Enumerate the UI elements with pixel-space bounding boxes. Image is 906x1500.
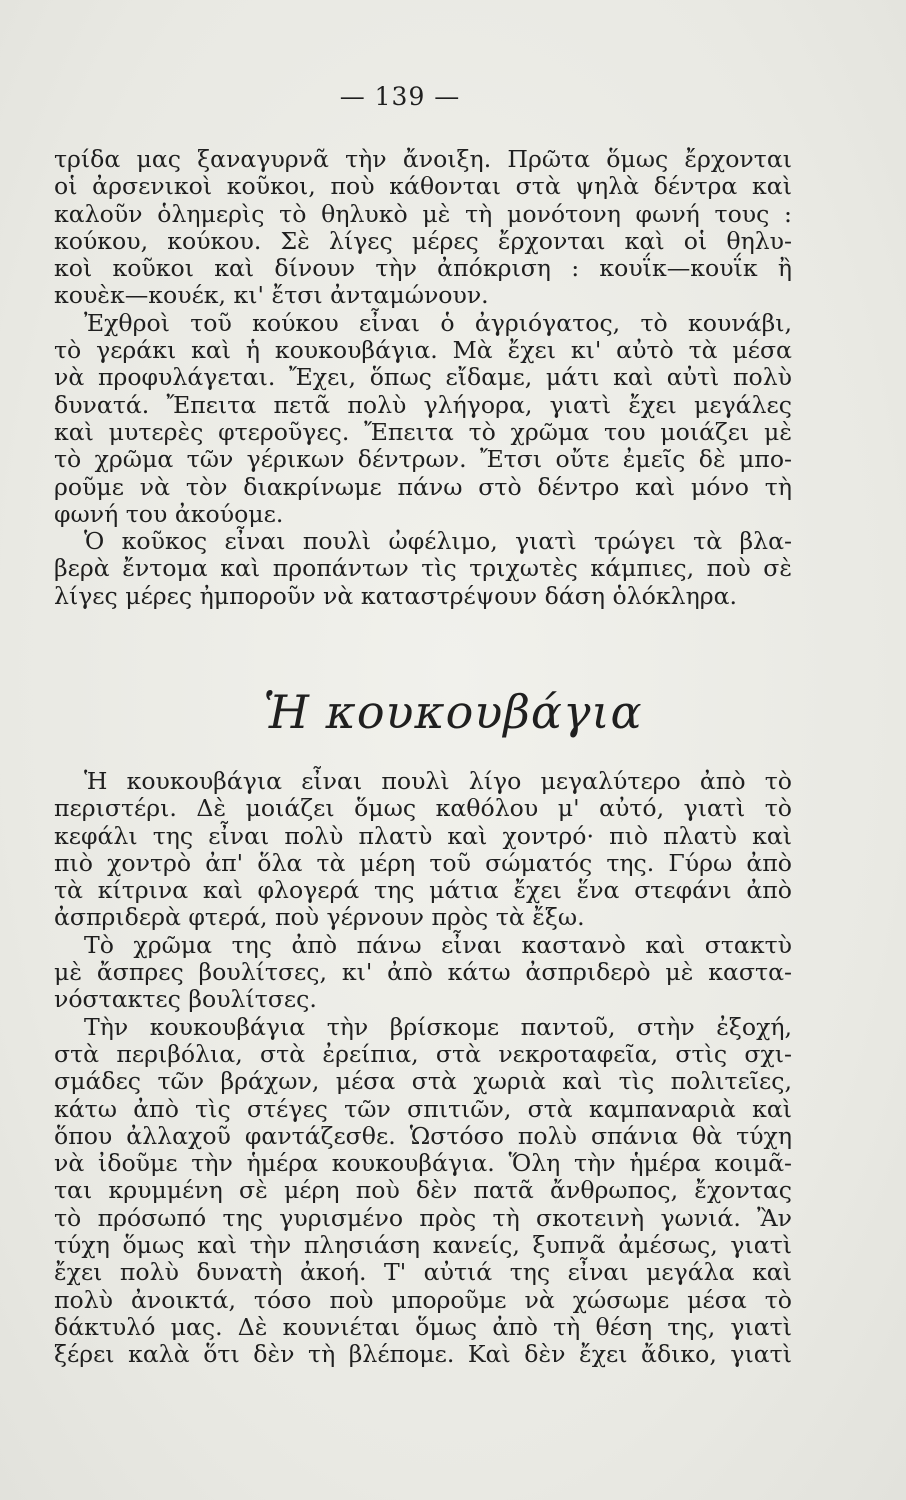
text-line: Ἡ κουκουβάγια εἶναι πουλὶ λίγο μεγαλύτερο ἀπὸ τὸ xyxy=(84,767,792,795)
text-line: κοὶ κοῦκοι καὶ δίνουν τὴν ἀπόκριση : κουΐκ—κουΐκ ἢ xyxy=(54,254,792,283)
text-line: τύχη ὅμως καὶ τὴν πλησιάση κανείς, ξυπνᾶ ἀμέσως, γιατὶ xyxy=(54,1231,792,1260)
text-line: δυνατά. Ἔπειτα πετᾶ πολὺ γλήγορα, γιατὶ ἔχει μεγάλες xyxy=(54,390,792,419)
text-line: τὸ χρῶμα τῶν γέρικων δέντρων. Ἔτσι οὔτε ἐμεῖς δὲ μπο- xyxy=(54,445,792,474)
text-line: τρίδα μας ξαναγυρνᾶ τὴν ἄνοιξη. Πρῶτα ὅμως ἔρχονται xyxy=(54,145,792,173)
text-line: κουὲκ—κουέκ, κι' ἔτσι ἀνταμώνουν. xyxy=(54,281,489,310)
paragraph-block-owl xyxy=(54,768,792,1369)
text-line: οἱ ἀρσενικοὶ κοῦκοι, ποὺ κάθονται στὰ ψηλὰ δέντρα καὶ xyxy=(54,172,792,201)
text-line: Τὴν κουκουβάγια τὴν βρίσκομε παντοῦ, στὴν ἐξοχή, xyxy=(84,1012,792,1041)
text-line: κούκου, κούκου. Σὲ λίγες μέρες ἔρχονται καὶ οἱ θηλυ- xyxy=(54,226,792,255)
text-line: στὰ περιβόλια, στὰ ἐρείπια, στὰ νεκροταφεῖα, στὶς σχι- xyxy=(54,1039,792,1068)
text-line: νόστακτες βουλίτσες. xyxy=(54,985,317,1014)
page-number: — 139 — xyxy=(339,82,461,111)
text-line: πιὸ χοντρὸ ἀπ' ὅλα τὰ μέρη τοῦ σώματός της. Γύρω ἀπὸ xyxy=(54,848,792,877)
text-line: τὰ κίτρινα καὶ φλογερά της μάτια ἔχει ἕνα στεφάνι ἀπὸ xyxy=(54,876,792,905)
text-line: νὰ προφυλάγεται. Ἔχει, ὅπως εἴδαμε, μάτι καὶ αὐτὶ πολὺ xyxy=(54,363,792,392)
text-line: δάκτυλό μας. Δὲ κουνιέται ὅμως ἀπὸ τὴ θέση της, γιατὶ xyxy=(54,1312,792,1341)
text-line: Ἐχθροὶ τοῦ κούκου εἶναι ὁ ἀγριόγατος, τὸ κουνάβι, xyxy=(84,308,792,337)
paragraph-block-cuckoo xyxy=(54,146,792,610)
text-line: σμάδες τῶν βράχων, μέσα στὰ χωριὰ καὶ τὶς πολιτεῖες, xyxy=(54,1067,792,1096)
text-line: φωνή του ἀκούομε. xyxy=(54,499,284,528)
text-line: λίγες μέρες ἠμποροῦν νὰ καταστρέψουν δάση ὁλόκληρα. xyxy=(54,581,738,610)
text-line: ται κρυμμένη σὲ μέρη ποὺ δὲν πατᾶ ἄνθρωπος, ἔχοντας xyxy=(54,1176,792,1205)
section-heading: Ἡ κουκουβάγια xyxy=(263,685,643,739)
text-line: τὸ γεράκι καὶ ἡ κουκουβάγια. Μὰ ἔχει κι' αὐτὸ τὰ μέσα xyxy=(54,336,792,365)
text-line: νὰ ἰδοῦμε τὴν ἡμέρα κουκουβάγια. Ὅλη τὴν ἡμέρα κοιμᾶ- xyxy=(54,1149,792,1178)
text-line: περιστέρι. Δὲ μοιάζει ὅμως καθόλου μ' αὐτό, γιατὶ τὸ xyxy=(54,794,792,823)
text-line: βερὰ ἔντομα καὶ προπάντων τὶς τριχωτὲς κάμπιες, ποὺ σὲ xyxy=(54,554,792,583)
text-line: πολὺ ἀνοικτά, τόσο ποὺ μποροῦμε νὰ χώσωμε μέσα τὸ xyxy=(54,1285,792,1314)
text-line: κάτω ἀπὸ τὶς στέγες τῶν σπιτιῶν, στὰ καμπαναριὰ καὶ xyxy=(54,1094,792,1123)
text-line: ὅπου ἀλλαχοῦ φαντάζεσθε. Ὡστόσο πολὺ σπάνια θὰ τύχη xyxy=(54,1121,792,1150)
text-line: κεφάλι της εἶναι πολὺ πλατὺ καὶ χοντρό· πιὸ πλατὺ καὶ xyxy=(54,821,792,850)
text-line: τὸ πρόσωπό της γυρισμένο πρὸς τὴ σκοτεινὴ γωνιά. Ἂν xyxy=(54,1203,792,1232)
text-line: ξέρει καλὰ ὅτι δὲν τὴ βλέπομε. Καὶ δὲν ἔχει ἄδικο, γιατὶ xyxy=(54,1340,792,1369)
text-line: ἔχει πολὺ δυνατὴ ἀκοή. Τ' αὐτιά της εἶναι μεγάλα καὶ xyxy=(54,1258,792,1287)
text-line: μὲ ἄσπρες βουλίτσες, κι' ἀπὸ κάτω ἀσπριδερὸ μὲ καστα- xyxy=(54,958,792,987)
text-line: Ὁ κοῦκος εἶναι πουλὶ ὠφέλιμο, γιατὶ τρώγει τὰ βλα- xyxy=(84,527,792,556)
text-line: Τὸ χρῶμα της ἀπὸ πάνω εἶναι καστανὸ καὶ στακτὺ xyxy=(84,930,792,959)
text-line: ροῦμε νὰ τὸν διακρίνωμε πάνω στὸ δέντρο καὶ μόνο τὴ xyxy=(54,472,792,501)
text-line: καὶ μυτερὲς φτεροῦγες. Ἔπειτα τὸ χρῶμα του μοιάζει μὲ xyxy=(54,417,792,446)
text-line: ἀσπριδερὰ φτερά, ποὺ γέρνουν πρὸς τὰ ἔξω. xyxy=(54,903,585,932)
text-line: καλοῦν ὁλημερὶς τὸ θηλυκὸ μὲ τὴ μονότονη φωνή τους : xyxy=(54,199,792,228)
